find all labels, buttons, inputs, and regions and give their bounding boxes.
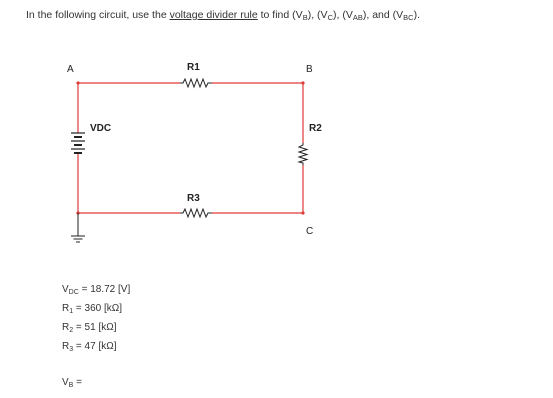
node-b-label: B [306,64,313,75]
target-vab: $V_{AB}$ [345,9,363,22]
question-text: In the following circuit, use the voltage divider rule to find $(V_B)$, $(V_C)$, $(V_{AB})$, and $(V_{BC})$. [26,9,420,22]
given-vdc: $V_{DC} = 18.72$ [V] [62,284,131,296]
r1-resistor-symbol [180,79,212,87]
node-c-label: C [306,226,314,237]
r3-label: R3 [187,193,200,204]
target-vc: $V_C$ [320,9,333,22]
node-a-dot [76,81,79,84]
r3-resistor-symbol [180,209,212,217]
question-prefix: In the following circuit, use the [26,9,170,21]
vdc-battery-symbol [71,133,85,153]
answer-vb-prompt: $V_B$ = [62,377,82,389]
r2-resistor-symbol [299,143,307,165]
node-b-dot [301,81,304,84]
target-vb: $V_B$ [295,9,308,22]
voltage-divider-link[interactable]: voltage divider rule [169,9,258,21]
node-a-label: A [67,64,74,75]
ground-symbol [71,213,85,242]
r1-label: R1 [187,62,200,73]
given-r3: $R_3 = 47$ [kΩ] [62,341,117,353]
vdc-label: VDC [90,123,112,134]
given-r2: $R_2 = 51$ [kΩ] [62,322,117,334]
r2-label: R2 [309,123,322,134]
target-vbc: $V_{BC}$ [396,9,414,22]
question-middle: to find [257,9,293,21]
given-r1: $R_1 = 360$ [kΩ] [62,303,123,315]
node-c-dot [301,211,304,214]
